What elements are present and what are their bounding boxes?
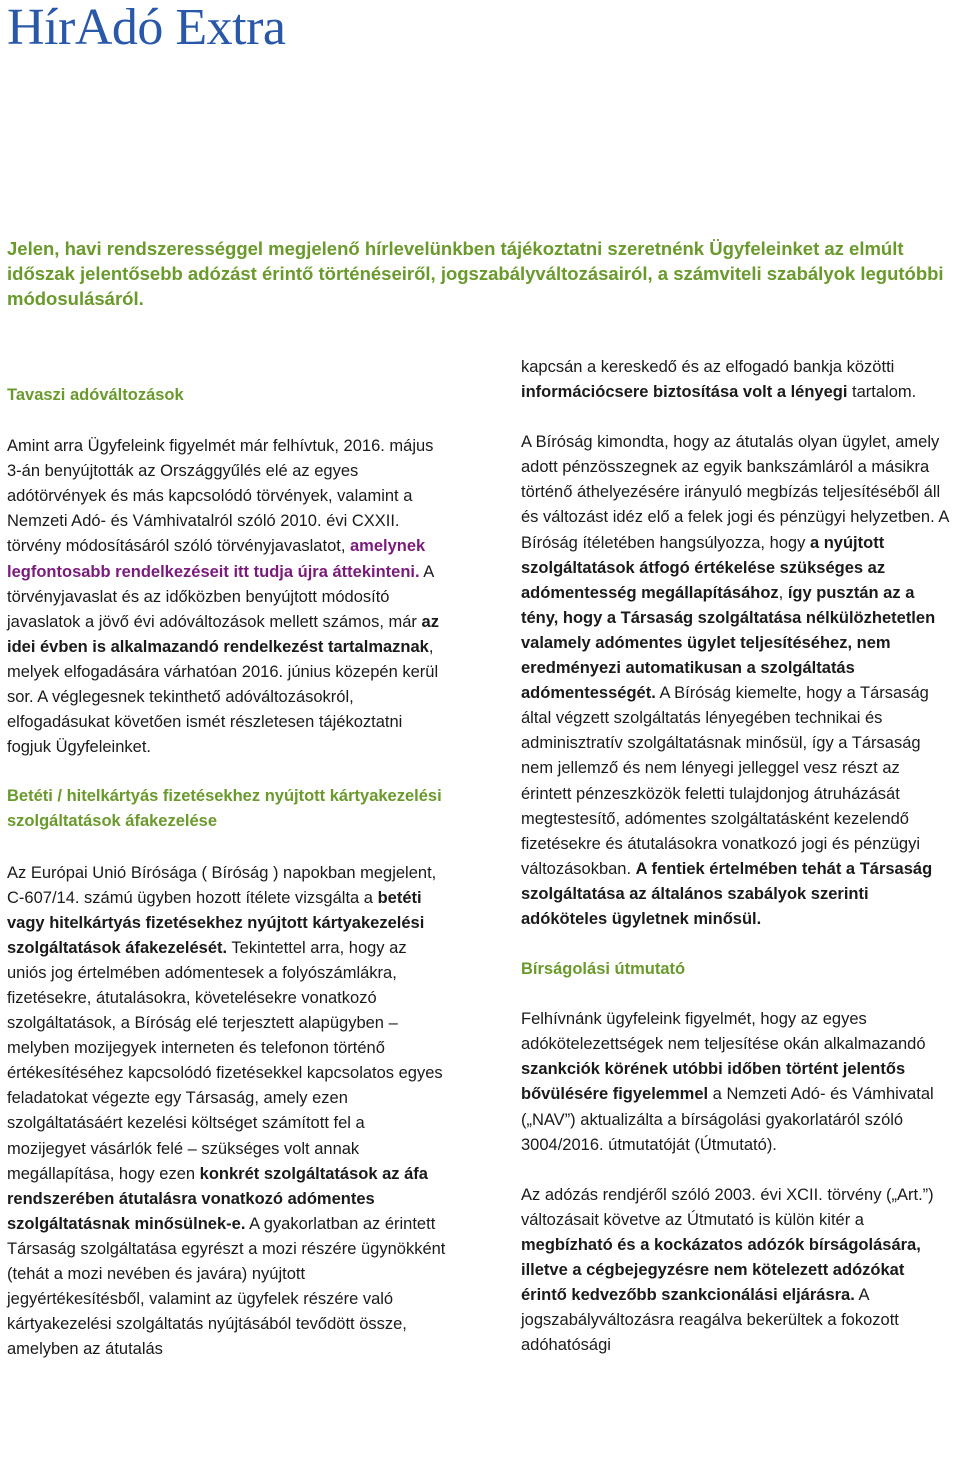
text-run: tartalom. — [847, 383, 917, 402]
text-run: Az Európai Unió Bírósága ( Bíróság ) napokban megjelent, C-607/14. számú ügyben hozott ítélete vizsgálta a — [7, 863, 437, 907]
text-run: A Bíróság kimondta, hogy az átutalás olyan ügylet, amely adott pénzösszegnek az egyik bankszámláról a másikra történő áthelyezésére irányuló megbízás teljesítéséből áll és változást idéz elő a felek jogi és pénzügyi helyzetben. A Bíróság ítéletében hangsúlyozza, hogy — [521, 433, 949, 552]
bold-run: konkrét szolgáltatások az áfa rendszerében átutalásra vonatkozó adómentes szolgáltatásnak minősülnek-e. — [7, 1164, 428, 1233]
tax-procedure-act-paragraph — [521, 1183, 953, 1359]
bold-run: megbízható és a kockázatos adózók bírságolására, illetve a cégbejegyzésre nem kötelezett adózókat érintő kedvezőbb szankcionálási eljárásra. — [521, 1235, 921, 1305]
bill-provisions-link[interactable]: amelynek legfontosabb rendelkezéseit itt tudja újra áttekinteni. — [7, 537, 426, 581]
bold-run: az idei évben is alkalmazandó rendelkezést tartalmaznak — [7, 612, 439, 656]
intro-paragraph: Jelen, havi rendszerességgel megjelenő hírlevelünkben tájékoztatni szeretnénk Ügyfeleinket az elmúlt időszak jelentősebb adózást érintő történéseiről, jogszabályváltozásairól, a számviteli szabályok legutóbbi módosulásáról. — [7, 238, 944, 309]
section-heading-penalty-guide: Bírságolási útmutató — [521, 960, 686, 979]
text-run: A törvényjavaslat és az időközben benyújtott módosító javaslatok a jövő évi adóváltozások mellett számos, már — [7, 562, 434, 631]
text-run: Tekintettel arra, hogy az uniós jog értelmében adómentesek a folyószámlákra, fizetésekre, átutalásokra, követelésekre vonatkozó szolgáltatások, a Bíróság elé terjesztett alapügyben – melyben mozijegyek interneten és telefonon történő értékesítéséhez kapcsolódó fizetésekkel kapcsolatos egyes feladatokat végezte egy Társaság, amely ezen szolgáltatásáért kezelési költséget számított fel a mozijegyet vásárlók felé – szükséges volt annak megállapítása, hogy ezen — [7, 938, 443, 1183]
text-run: , — [778, 583, 788, 602]
text-run: kapcsán a kereskedő és az elfogadó bankja közötti — [521, 358, 895, 376]
spring-tax-changes-paragraph — [7, 434, 447, 760]
text-run: Az adózás rendjéről szóló 2003. évi XCII. törvény („Art.”) változásait követve az Útmutató is külön kitér a — [521, 1185, 934, 1229]
text-run: , melyek elfogadására várhatóan 2016. június közepén kerül sor. A véglegesnek tekinthető adóváltozásokról, elfogadásukat követően ismét részletesen tájékoztatni fogjuk Ügyfeleinket. — [7, 637, 439, 757]
bold-run: szankciók körének utóbbi időben történt jelentős bővülésére figyelemmel — [521, 1060, 906, 1104]
right-column — [521, 355, 953, 1358]
text-run: Felhívnánk ügyfeleink figyelmét, hogy az egyes adókötelezettségek nem teljesítése okán alkalmazandó — [521, 1010, 926, 1054]
text-run: a Nemzeti Adó- és Vámhivatal („NAV”) aktualizálta a bírságolási gyakorlatáról szóló 3004/2016. útmutatóját (Útmutató). — [521, 1085, 934, 1154]
bold-run: így pusztán az a tény, hogy a Társaság szolgáltatása nélkülözhetetlen valamely adómentes ügylet teljesítéséhez, nem eredményezi automatikusan a szolgáltatás adómentességét. — [521, 583, 936, 703]
section-heading-card-services-vat: Betéti / hitelkártyás fizetésekhez nyújtott kártyakezelési szolgáltatások áfakezelése — [7, 787, 442, 831]
left-column — [7, 355, 447, 1362]
bold-run: betéti vagy hitelkártyás fizetésekhez nyújtott kártyakezelési szolgáltatások áfakezelését. — [7, 888, 425, 957]
card-services-vat-paragraph — [7, 861, 447, 1363]
text-run: A Bíróság kiemelte, hogy a Társaság által végzett szolgáltatás lényegében technikai és adminisztratív szolgáltatásnak minősül, így a Társaság nem jellemző és nem lényegi jelleggel vesz részt az érintett pénzeszközök feletti tulajdonjog átruházását megtestesítő, adómentes szolgáltatásként kezelendő fizetésekre és átutalásokra vonatkozó jogi és pénzügyi változásokban. — [521, 684, 929, 878]
section-heading-spring-tax-changes: Tavaszi adóváltozások — [7, 386, 184, 404]
text-run: A jogszabályváltozásra reagálva bekerültek a fokozott adóhatósági — [521, 1286, 899, 1355]
text-run: A gyakorlatban az érintett Társaság szolgáltatása egyrészt a mozi részére ügynökként (tehát a mozi nevében és javára) nyújtott jegyértékesítésből, valamint az ügyfelek részére való kártyakezelési szolgáltatás nyújtásából tevődött össze, amelyben az átutalás — [7, 1214, 446, 1359]
court-ruling-paragraph — [521, 430, 953, 932]
continuation-paragraph — [521, 355, 953, 405]
bold-run: a nyújtott szolgáltatások átfogó értékelése szükséges az adómentesség megállapításához — [521, 533, 886, 602]
penalty-guide-paragraph — [521, 1007, 953, 1158]
bold-run: A fentiek értelmében tehát a Társaság szolgáltatása az általános szabályok szerinti adóköteles ügyletnek minősül. — [521, 859, 933, 928]
bold-run: információcsere biztosítása volt a lényegi — [521, 383, 848, 402]
text-run: Amint arra Ügyfeleink figyelmét már felhívtuk, 2016. május 3-án benyújtották az Országgyűlés elé az egyes adótörvények és más kapcsolódó törvények, valamint a Nemzeti Adó- és Vámhivatalról szóló 2010. évi CXXII. törvény módosításáról szóló törvényjavaslatot, — [7, 437, 434, 556]
newsletter-title: HírAdó Extra — [7, 0, 286, 56]
